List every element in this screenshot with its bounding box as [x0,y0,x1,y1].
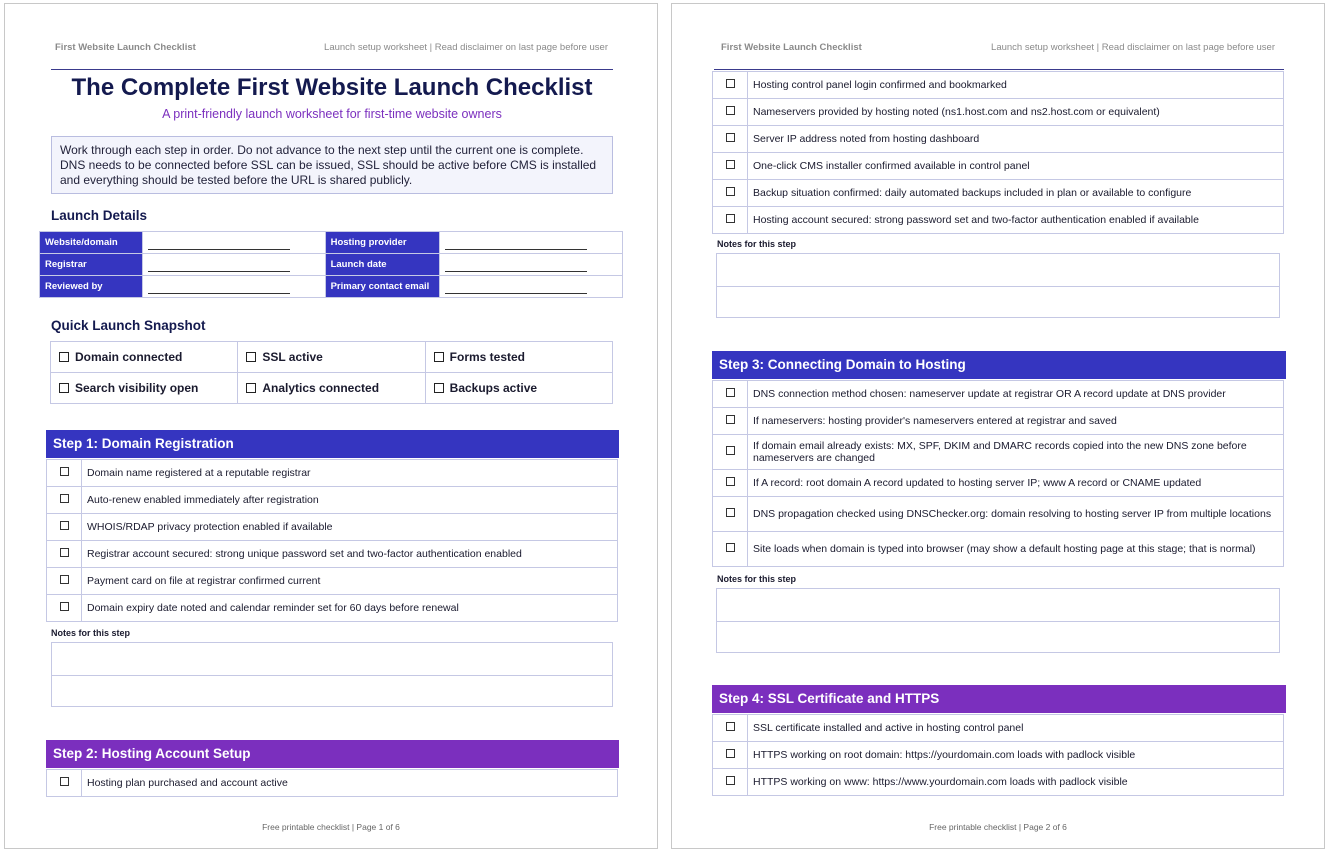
checkbox-icon[interactable] [726,160,735,169]
checkbox-icon[interactable] [60,494,69,503]
launch-details-heading: Launch Details [51,208,148,223]
page-subtitle: A print-friendly launch worksheet for first-time website owners [162,107,502,121]
detail-label: Website/domain [40,232,143,254]
table-row [713,180,1284,207]
notes-box[interactable] [51,642,613,707]
step-1-checklist [46,459,618,622]
snapshot-item[interactable]: SSL active [238,342,425,373]
checkbox-cell[interactable] [713,470,748,497]
snapshot-table [50,341,613,404]
table-row [713,769,1284,796]
checkbox-icon[interactable] [726,133,735,142]
table-row [40,276,623,298]
detail-field[interactable] [440,232,623,254]
checkbox-cell[interactable] [713,769,748,796]
table-row [713,126,1284,153]
detail-label: Hosting provider [325,232,440,254]
checkbox-cell[interactable] [713,715,748,742]
running-header-right: Launch setup worksheet | Read disclaimer on last page before user [324,42,608,53]
header-rule [714,69,1284,70]
checkbox-icon[interactable] [59,352,69,362]
table-row [47,514,618,541]
checkbox-icon[interactable] [726,543,735,552]
snapshot-item[interactable]: Forms tested [425,342,612,373]
checkbox-icon[interactable] [60,467,69,476]
checklist-item: Server IP address noted from hosting dashboard [748,126,1284,153]
notes-box[interactable] [716,253,1280,318]
checklist-item: One-click CMS installer confirmed available in control panel [748,153,1284,180]
checkbox-icon[interactable] [434,352,444,362]
checkbox-cell[interactable] [47,568,82,595]
checkbox-icon[interactable] [726,477,735,486]
table-row [713,408,1284,435]
table-row [713,742,1284,769]
detail-label: Reviewed by [40,276,143,298]
page-footer: Free printable checklist | Page 1 of 6 [262,822,400,832]
snapshot-item[interactable]: Backups active [425,373,612,404]
checklist-item: HTTPS working on www: https://www.yourdomain.com loads with padlock visible [748,769,1284,796]
checklist-item: If A record: root domain A record updated to hosting server IP; www A record or CNAME updated [748,470,1284,497]
checkbox-cell[interactable] [713,126,748,153]
checklist-item: If domain email already exists: MX, SPF, DKIM and DMARC records copied into the new DNS zone before nameservers are changed [748,435,1284,470]
checkbox-icon[interactable] [726,749,735,758]
snapshot-heading: Quick Launch Snapshot [51,318,206,333]
checklist-item: Domain expiry date noted and calendar reminder set for 60 days before renewal [82,595,618,622]
intro-box: Work through each step in order. Do not advance to the next step until the current one is complete. DNS needs to be connected before SSL can be issued, SSL should be active before CMS is installed and everything should be tested before the URL is shared publicly. [51,136,613,194]
launch-details-table [39,231,623,298]
checkbox-icon[interactable] [59,383,69,393]
notes-label: Notes for this step [717,239,797,249]
step-4-checklist [712,714,1284,796]
page-footer: Free printable checklist | Page 2 of 6 [929,822,1067,832]
checkbox-cell[interactable] [713,72,748,99]
checkbox-cell[interactable] [713,532,748,567]
checkbox-cell[interactable] [713,742,748,769]
table-row [47,487,618,514]
running-header-left: First Website Launch Checklist [721,42,862,53]
checkbox-cell[interactable] [713,207,748,234]
table-row [47,568,618,595]
detail-label: Launch date [325,254,440,276]
checkbox-icon[interactable] [726,508,735,517]
snapshot-item[interactable]: Analytics connected [238,373,425,404]
checkbox-cell[interactable] [713,435,748,470]
checklist-item: Nameservers provided by hosting noted (ns1.host.com and ns2.host.com or equivalent) [748,99,1284,126]
checkbox-icon[interactable] [726,722,735,731]
checkbox-icon[interactable] [246,383,256,393]
checkbox-cell[interactable] [47,595,82,622]
checkbox-cell[interactable] [713,153,748,180]
table-row [713,99,1284,126]
checkbox-cell[interactable] [47,487,82,514]
checkbox-cell[interactable] [713,99,748,126]
detail-field[interactable] [440,276,623,298]
table-row [47,541,618,568]
checkbox-cell[interactable] [713,180,748,207]
step-3-checklist [712,380,1284,567]
table-row [713,72,1284,99]
page-2 [671,3,1325,849]
detail-label: Registrar [40,254,143,276]
table-row [51,373,613,404]
snapshot-item[interactable]: Domain connected [51,342,238,373]
detail-label: Primary contact email [325,276,440,298]
checklist-item: Domain name registered at a reputable registrar [82,460,618,487]
step-3-header: Step 3: Connecting Domain to Hosting [712,351,1286,379]
checkbox-icon[interactable] [60,548,69,557]
table-row [713,381,1284,408]
table-row [40,254,623,276]
checkbox-icon[interactable] [60,602,69,611]
step-2-checklist [46,769,618,797]
detail-field[interactable] [143,276,326,298]
checkbox-cell[interactable] [713,381,748,408]
checkbox-icon[interactable] [60,575,69,584]
table-row [713,153,1284,180]
step-1-header: Step 1: Domain Registration [46,430,619,458]
checklist-item: Site loads when domain is typed into browser (may show a default hosting page at this stage; that is normal) [748,532,1284,567]
checklist-item: Auto-renew enabled immediately after registration [82,487,618,514]
checklist-item: Hosting control panel login confirmed and bookmarked [748,72,1284,99]
page-1 [4,3,658,849]
table-row [51,342,613,373]
checklist-item: Backup situation confirmed: daily automated backups included in plan or available to configure [748,180,1284,207]
checkbox-cell[interactable] [47,460,82,487]
notes-box[interactable] [716,588,1280,653]
checkbox-cell[interactable] [713,497,748,532]
checkbox-icon[interactable] [434,383,444,393]
checklist-item: Hosting plan purchased and account active [82,770,618,797]
checkbox-icon[interactable] [726,388,735,397]
checkbox-icon[interactable] [726,106,735,115]
checkbox-cell[interactable] [47,541,82,568]
checkbox-cell[interactable] [713,408,748,435]
notes-label: Notes for this step [51,628,131,638]
checkbox-icon[interactable] [726,415,735,424]
checkbox-icon[interactable] [726,214,735,223]
checkbox-icon[interactable] [726,79,735,88]
page-title: The Complete First Website Launch Checklist [71,74,593,101]
running-header-right: Launch setup worksheet | Read disclaimer on last page before user [991,42,1275,53]
checklist-item: DNS connection method chosen: nameserver update at registrar OR A record update at DNS provider [748,381,1284,408]
checklist-item: If nameservers: hosting provider's nameservers entered at registrar and saved [748,408,1284,435]
table-row [713,532,1284,567]
detail-field[interactable] [143,232,326,254]
checklist-item: Registrar account secured: strong unique password set and two-factor authentication enabled [82,541,618,568]
checkbox-icon[interactable] [726,446,735,455]
step-2-header: Step 2: Hosting Account Setup [46,740,619,768]
snapshot-item[interactable]: Search visibility open [51,373,238,404]
checkbox-icon[interactable] [726,187,735,196]
step-2-checklist-continued [712,71,1284,234]
table-row [713,715,1284,742]
running-header-left: First Website Launch Checklist [55,42,196,53]
detail-field[interactable] [143,254,326,276]
table-row [47,460,618,487]
table-row [713,207,1284,234]
checklist-item: WHOIS/RDAP privacy protection enabled if available [82,514,618,541]
checkbox-cell[interactable] [47,514,82,541]
checklist-item: SSL certificate installed and active in hosting control panel [748,715,1284,742]
checkbox-icon[interactable] [60,777,69,786]
checkbox-icon[interactable] [726,776,735,785]
checkbox-icon[interactable] [246,352,256,362]
checklist-item: Payment card on file at registrar confirmed current [82,568,618,595]
checklist-item: Hosting account secured: strong password set and two-factor authentication enabled if available [748,207,1284,234]
table-row [40,232,623,254]
header-rule [51,69,613,70]
checklist-item: HTTPS working on root domain: https://yourdomain.com loads with padlock visible [748,742,1284,769]
checkbox-icon[interactable] [60,521,69,530]
table-row [713,435,1284,470]
step-4-header: Step 4: SSL Certificate and HTTPS [712,685,1286,713]
checkbox-cell[interactable] [47,770,82,797]
table-row [713,497,1284,532]
table-row [47,595,618,622]
table-row [713,470,1284,497]
checklist-item: DNS propagation checked using DNSChecker.org: domain resolving to hosting server IP from multiple locations [748,497,1284,532]
detail-field[interactable] [440,254,623,276]
notes-label: Notes for this step [717,574,797,584]
table-row [47,770,618,797]
